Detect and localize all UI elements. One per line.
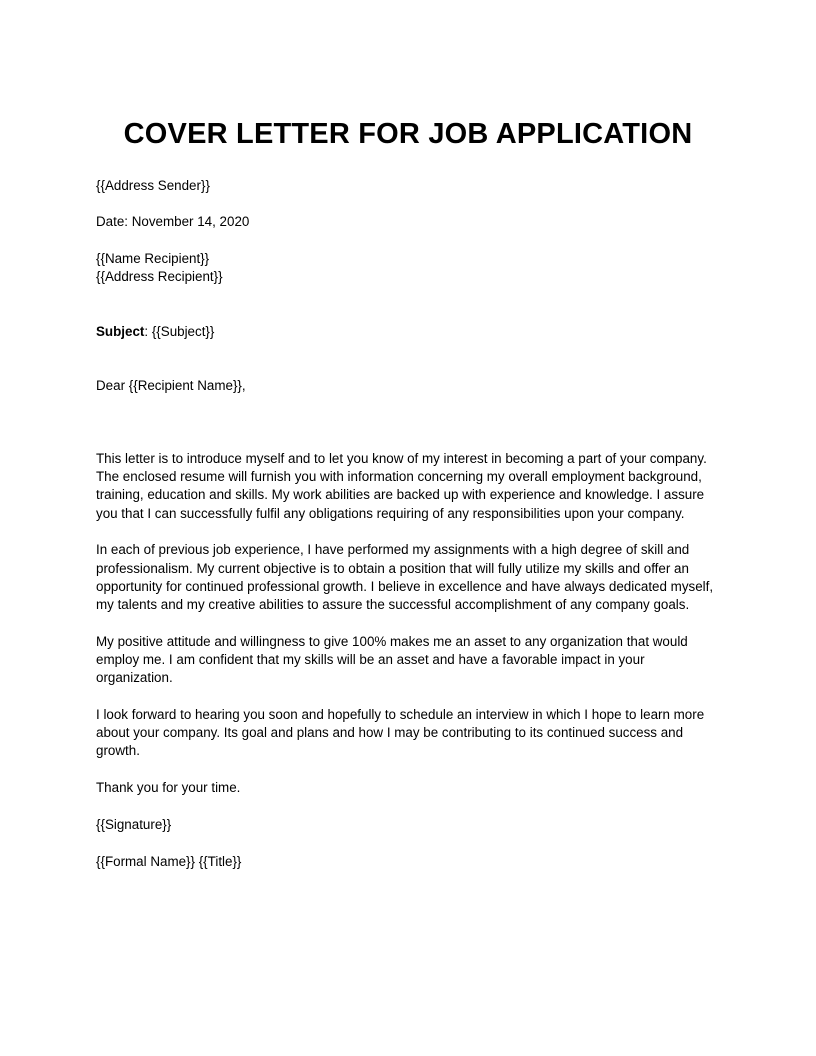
sender-address: {{Address Sender}} [96,178,210,193]
date-line: Date: November 14, 2020 [96,214,250,230]
subject-label: Subject [96,323,145,339]
signature: {{Signature}} [96,816,172,832]
closing: Thank you for your time. [96,780,241,796]
document-title: COVER LETTER FOR JOB APPLICATION [123,118,693,150]
subject-value: : {{Subject}} [144,323,215,339]
subject-line [96,323,722,341]
recipient-address: {{Address Recipient}} [96,268,223,284]
salutation: Dear {{Recipient Name}}, [96,378,246,394]
formal-name-title: {{Formal Name}} {{Title}} [96,853,242,869]
paragraph-2: In each of previous job experience, I have performed my assignments with a high degree of skill and professionalism. My current objective is to obtain a position that will fully utilize my skills and offer an opportunity for continued professional growth. I believe in excellence and have always dedicated myself, my talents and my creative abilities to assure the successful accomplishment of any company goals. [96,542,714,612]
paragraph-1: This letter is to introduce myself and to let you know of my interest in becoming a part of your company. The enclosed resume will furnish you with information concerning my overall employment background, training, education and skills. My work abilities are backed up with experience and knowledge. I assure you that I can successfully fulfil any obligations requiring of any responsibilities upon your company. [96,450,707,521]
recipient-name: {{Name Recipient}} [96,250,210,266]
paragraph-4: I look forward to hearing you soon and hopefully to schedule an interview in which I hope to learn more about your company. Its goal and plans and how I may be contributing to its continued success and growth. [96,706,705,759]
letter-body [96,177,722,871]
paragraph-3: My positive attitude and willingness to give 100% makes me an asset to any organization that would employ me. I am confident that my skills will be an asset and have a favorable impact in your organization. [96,633,688,686]
